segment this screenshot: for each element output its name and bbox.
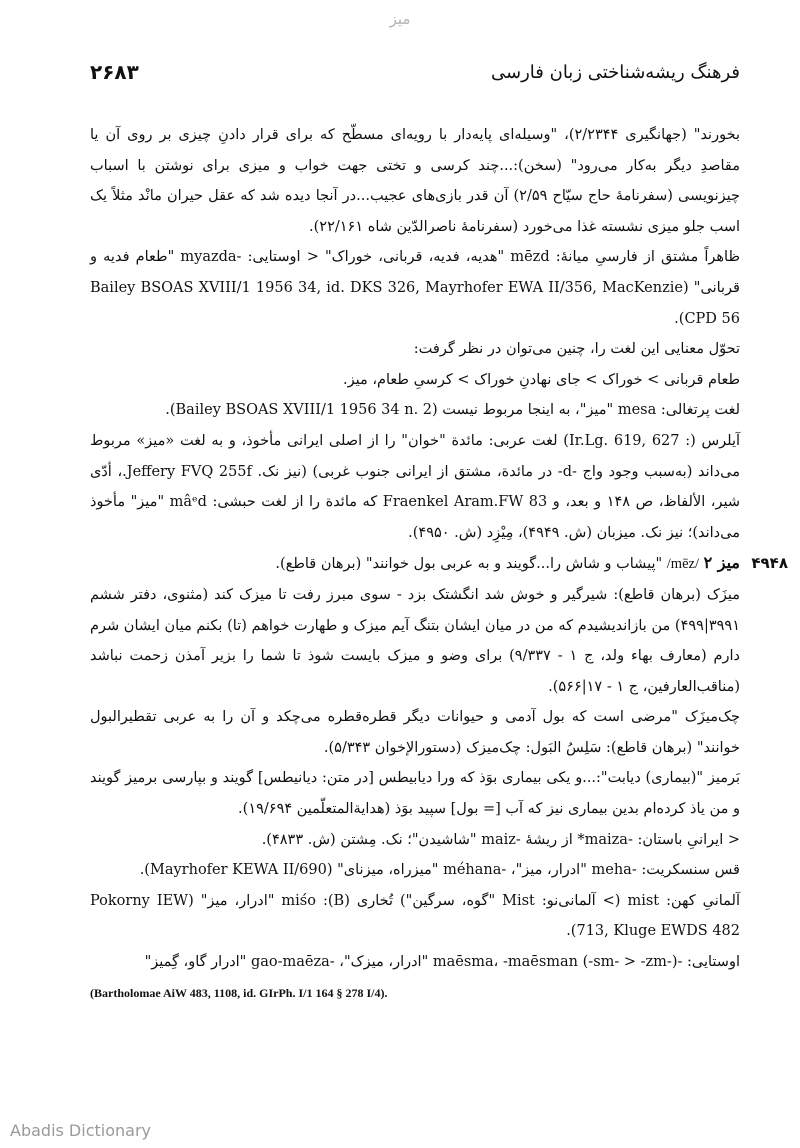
paragraph: اوستایی: -maēsma، -maēsman (-sm- > -zm-) "ادرار، میزک"، -gao-maēza "ادرار گاو، گِمیز" <box>144 954 740 971</box>
entry-heading <box>90 548 788 580</box>
paragraph: میزَک (برهان قاطع): شیرگیر و خوش شد انگشتک بزد - سوی مبرز رفت تا میزک کند (مثنوی، دفتر ششم ۳۹۹۱|۴۹۹) من بازاندیشیدم که من در میان ایشان بتنگ آیم میزک و طهارت خواهم (تا) بکنم میان ایشان شرم دارم (معارف بهاء ولد، ج ۱ - ۹/۳۳۷) برای وضو و میزک بایست شوذ تا شما را بزیر آمذن زحمت نباشد (مناقب‌العارفین، ج ۱ - ۱۷|۵۶۶). <box>90 586 740 695</box>
paragraph: ظاهراً مشتق از فارسیِ میانهٔ: mēzd "هدیه، فدیه، قربانی، خوراک" < اوستایی: -myazda "طعام فدیه و قربانی" (Bailey BSOAS XVIII/1 1956 34, id. DKS 326, Mayrhofer EWA II/356, MacKenzie CPD 56). <box>90 249 740 327</box>
paragraph: چک‌میزَک "مرضی است که بول آدمی و حیوانات دیگر قطره‌قطره می‌چکد و آن را به عربی تقطیرالبول خوانند" (برهان قاطع): سَلِسُ البَول: چک‌میزک (دستورالإخوان ۵/۳۴۳). <box>90 709 740 756</box>
entry-headword: میز ۲ <box>703 553 740 573</box>
paragraph: بَرمیز "(بیماری) دیابت":...و یکی بیماری بوَذ که ورا دیابیطس [در متن: دیانیطس] گویند و بپارسی برمیز گویند و من یاذ کرده‌ام بدین بیماری نیز که آب [= بول] سپید بوَذ (هدایة‌المتعلّمین ۱۹/۶۹۴). <box>90 770 740 818</box>
paragraph: آیلرس (: Ir.Lg. 619, 627) لغت عربی: مائدة "خوان" را از اصلی ایرانی مأخوذ، و به لغت «میز» مربوط می‌داند (به‌سبب وجود واج -d- در مائدة، مشتق از ایرانی جنوب غربی) (نیز نک. Jeffery FVQ 255f.، أدّی شیر، الألفاظ، ص ۱۴۸ و بعد، و Fraenkel Aram.FW 83 که مائدة را از لغت حبشی: mâᵉd "میز" مأخوذ می‌داند)؛ نیز نک. میزبان (ش. ۴۹۴۹)، مِیْزِد (ش. ۴۹۵۰). <box>90 432 741 541</box>
paragraph: تحوّل معنایی این لغت را، چنین می‌توان در نظر گرفت: <box>413 341 740 358</box>
running-header <box>90 58 740 92</box>
paragraph: < ایرانیِ باستان: -maiza* از ریشهٔ -maiz "شاشیدن"؛ نک. مِشتن (ش. ۴۸۳۳). <box>261 831 740 848</box>
paragraph: بخورند" (جهانگیری ۲/۲۳۴۴)، "وسیله‌ای پایه‌دار با رویه‌ای مسطّح که برای قرار دادنِ چیزی بر روی آن یا مقاصدِ دیگر به‌کار می‌رود" (سخن):...چند کرسی و تختی جهت خواب و میزی برای نوشتن با اسباب چیزنویسی (سفرنامهٔ حاج سیّاح ۲/۵۹) آن قدر بازی‌های عجیب...در آنجا دیده شد که عقل حیران مانْد مثلاً یک اسب جلو میزی نشسته غذا می‌خورد (سفرنامهٔ ناصرالدّین شاه ۲۲/۱۶۱). <box>90 127 740 235</box>
book-title: فرهنگ ریشه‌شناختی زبان فارسی <box>491 62 740 83</box>
top-watermark: میز <box>389 10 411 28</box>
paragraph: آلمانیِ کهن: mist (> آلمانی‌نو: Mist "گوه، سرگین") تُخاری (B): miśo "ادرار، میز" (Pokorny IEW 713, Kluge EWDS 482). <box>90 892 740 940</box>
final-reference: (Bartholomae AiW 483, 1108, id. GIrPh. I/1 164 § 278 I/4). <box>90 985 388 1000</box>
paragraph: طعام قربانی > خوراک > جای نهادنِ خوراک > کرسیِ طعام، میز. <box>343 371 740 388</box>
page-number: ۲۶۸۳ <box>90 60 139 84</box>
paragraph: قس سنسکریت: -meha "ادرار، میز"، -méhana "میزراه، میزنای" (Mayrhofer KEWA II/690). <box>139 862 740 879</box>
entry-pronunciation: /mēz/ <box>666 556 699 573</box>
entry-number: ۴۹۴۸ <box>751 554 788 573</box>
entry-definition: "پیشاب و شاش را...گویند و به عربی بول خوانند" (برهان قاطع). <box>275 556 663 573</box>
page-content <box>90 120 788 1008</box>
paragraph: لغت پرتغالی: mesa "میز"، به اینجا مربوط نیست (Bailey BSOAS XVIII/1 1956 34 n. 2). <box>165 402 740 419</box>
site-watermark: Abadis Dictionary <box>10 1121 151 1140</box>
